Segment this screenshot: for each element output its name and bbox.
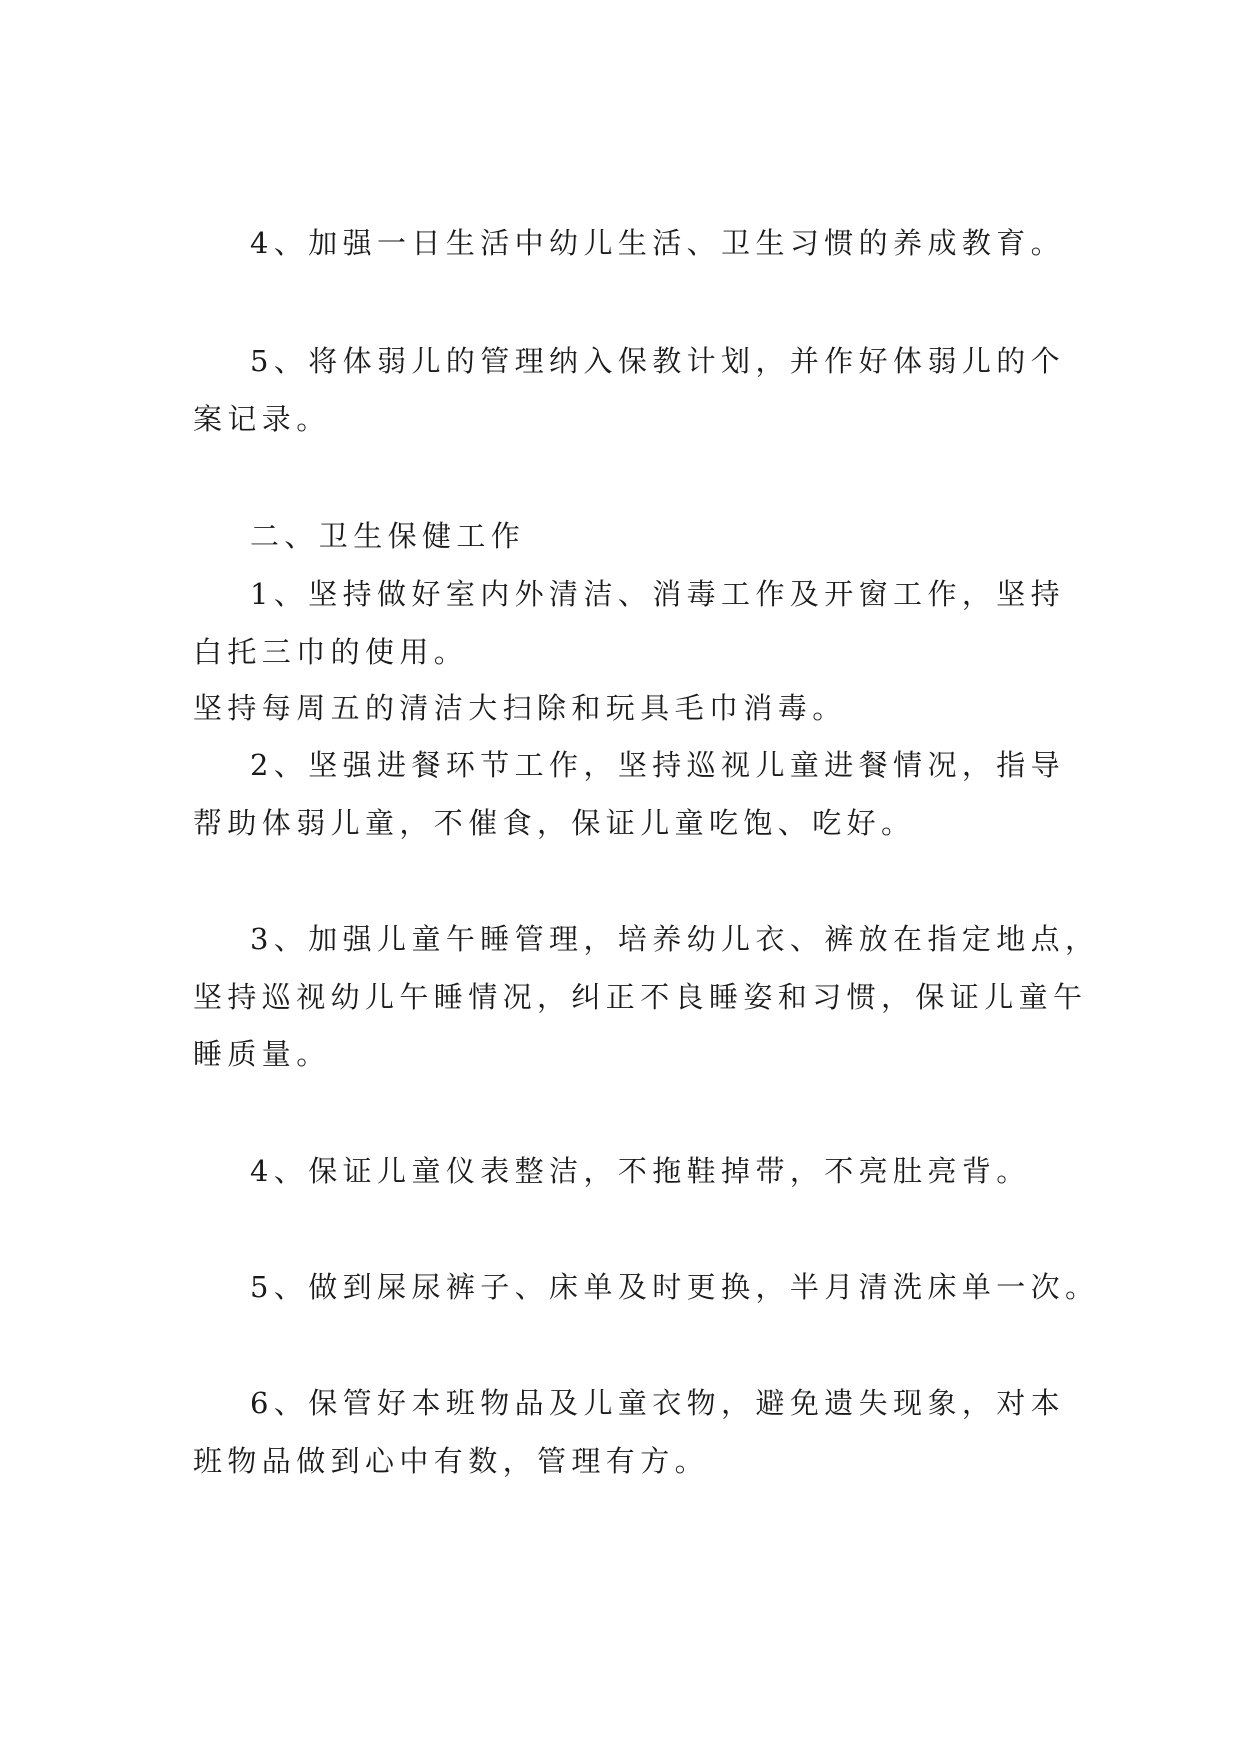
- paragraph-item-2-line-2: 帮助体弱儿童，不催食，保证儿童吃饱、吃好。: [193, 806, 916, 840]
- paragraph-item-6-line-1: 6、保管好本班物品及儿童衣物，避免遗失现象，对本: [250, 1386, 1066, 1420]
- paragraph-item-1-line-2: 白托三巾的使用。: [193, 635, 469, 669]
- paragraph-item-3-line-1: 3、加强儿童午睡管理，培养幼儿衣、裤放在指定地点，: [250, 922, 1100, 956]
- paragraph-item-6-line-2: 班物品做到心中有数，管理有方。: [193, 1444, 710, 1478]
- paragraph-item-1-line-1: 1、坚持做好室内外清洁、消毒工作及开窗工作，坚持: [250, 577, 1066, 611]
- section-heading: 二、卫生保健工作: [250, 519, 526, 553]
- paragraph-item-5-line-1: 5、将体弱儿的管理纳入保教计划，并作好体弱儿的个: [250, 344, 1066, 378]
- paragraph-item-5b-line-1: 5、做到屎尿裤子、床单及时更换，半月清洗床单一次。: [250, 1270, 1100, 1304]
- paragraph-item-4b-line-1: 4、保证儿童仪表整洁，不拖鞋掉带，不亮肚亮背。: [250, 1154, 1031, 1188]
- paragraph-item-4-line-1: 4、加强一日生活中幼儿生活、卫生习惯的养成教育。: [250, 226, 1066, 260]
- paragraph-item-5-line-2: 案记录。: [193, 402, 331, 436]
- paragraph-item-3-line-3: 睡质量。: [193, 1037, 331, 1071]
- paragraph-weekly-cleaning: 坚持每周五的清洁大扫除和玩具毛巾消毒。: [193, 691, 847, 725]
- paragraph-item-2-line-1: 2、坚强进餐环节工作，坚持巡视儿童进餐情况，指导: [250, 748, 1066, 782]
- paragraph-item-3-line-2: 坚持巡视幼儿午睡情况，纠正不良睡姿和习惯，保证儿童午: [193, 980, 1088, 1014]
